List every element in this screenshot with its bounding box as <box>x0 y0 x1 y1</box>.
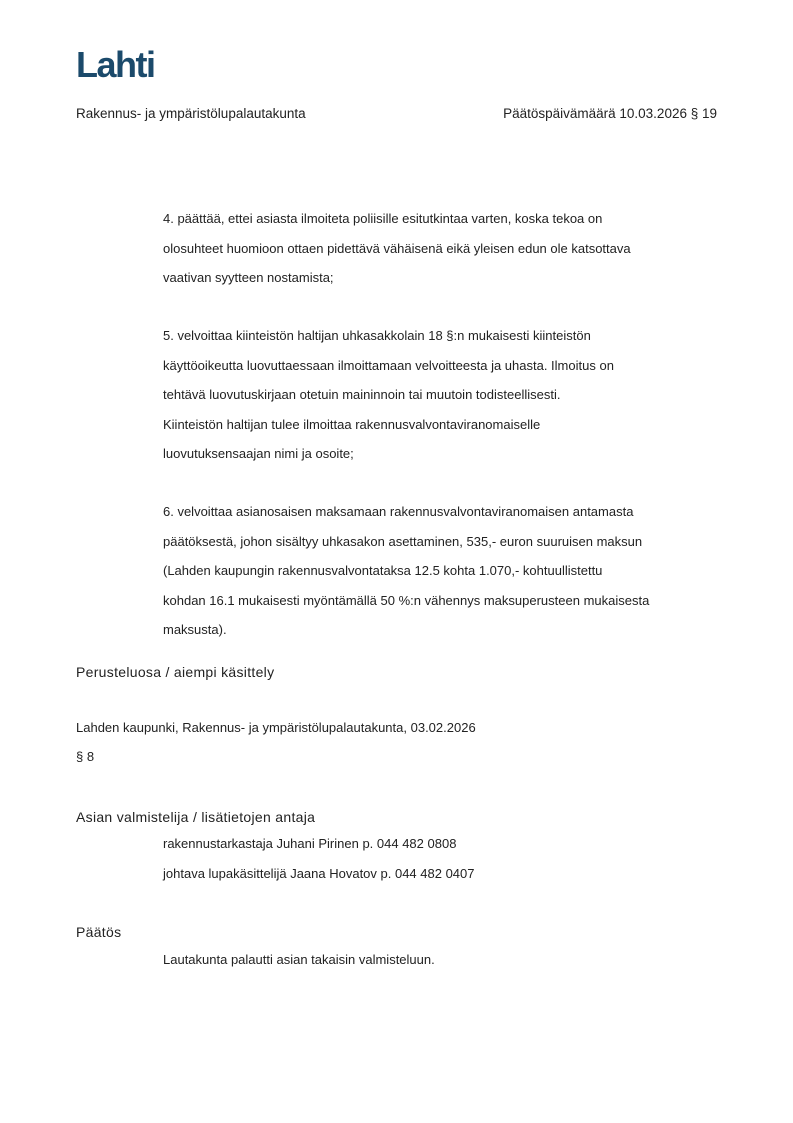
proposal-line: tehtävä luovutuskirjaan otetuin maininnoin tai muutoin todisteellisesti. <box>163 387 561 402</box>
proposal-item-6 <box>163 497 723 645</box>
proposal-line: 6. velvoittaa asianosaisen maksamaan rakennusvalvontaviranomaisen antamasta <box>163 504 634 519</box>
preparer-person-2: johtava lupakäsittelijä Jaana Hovatov p. 044 482 0407 <box>163 866 475 881</box>
proposal-line: maksusta). <box>163 622 227 637</box>
proposal-line: päätöksestä, johon sisältyy uhkasakon asettaminen, 535,- euron suuruisen maksun <box>163 533 643 549</box>
decision-date: Päätöspäivämäärä 10.03.2026 § 19 <box>503 106 717 121</box>
proposal-line: (Lahden kaupungin rakennusvalvontataksa 12.5 kohta 1.070,- kohtuullistettu <box>163 563 603 578</box>
lahti-logo <box>76 44 168 84</box>
proposal-line: Kiinteistön haltijan tulee ilmoittaa rakennusvalvontaviranomaiselle <box>163 416 541 432</box>
committee-name: Rakennus- ja ympäristölupalautakunta <box>76 106 306 121</box>
background-reference: Lahden kaupunki, Rakennus- ja ympäristölupalautakunta, 03.02.2026 <box>76 720 476 735</box>
decision-text: Lautakunta palautti asian takaisin valmisteluun. <box>163 952 435 967</box>
background-section: § 8 <box>76 749 95 764</box>
proposal-line: luovutuksensaajan nimi ja osoite; <box>163 446 354 461</box>
proposal-item-4 <box>163 204 723 293</box>
proposal-line: 4. päättää, ettei asiasta ilmoiteta poliisille esitutkintaa varten, koska tekoa on <box>163 211 603 226</box>
proposal-line: vaativan syytteen nostamista; <box>163 270 334 285</box>
proposal-item-5 <box>163 321 723 469</box>
preparer-heading: Asian valmistelija / lisätietojen antaja <box>76 809 316 825</box>
logo-text: Lahti <box>76 44 155 84</box>
preparer-person-1: rakennustarkastaja Juhani Pirinen p. 044 482 0808 <box>163 836 457 851</box>
proposal-line: käyttöoikeutta luovuttaessaan ilmoittamaan velvoitteesta ja uhasta. Ilmoitus on <box>163 357 614 373</box>
background-heading: Perusteluosa / aiempi käsittely <box>76 664 275 680</box>
decision-heading: Päätös <box>76 924 122 940</box>
proposal-line: 5. velvoittaa kiinteistön haltijan uhkasakkolain 18 §:n mukaisesti kiinteistön <box>163 328 591 343</box>
proposal-line: olosuhteet huomioon ottaen pidettävä vähäisenä eikä yleisen edun ole katsottava <box>163 240 631 256</box>
proposal-line: kohdan 16.1 mukaisesti myöntämällä 50 %:n vähennys maksuperusteen mukaisesta <box>163 592 650 608</box>
